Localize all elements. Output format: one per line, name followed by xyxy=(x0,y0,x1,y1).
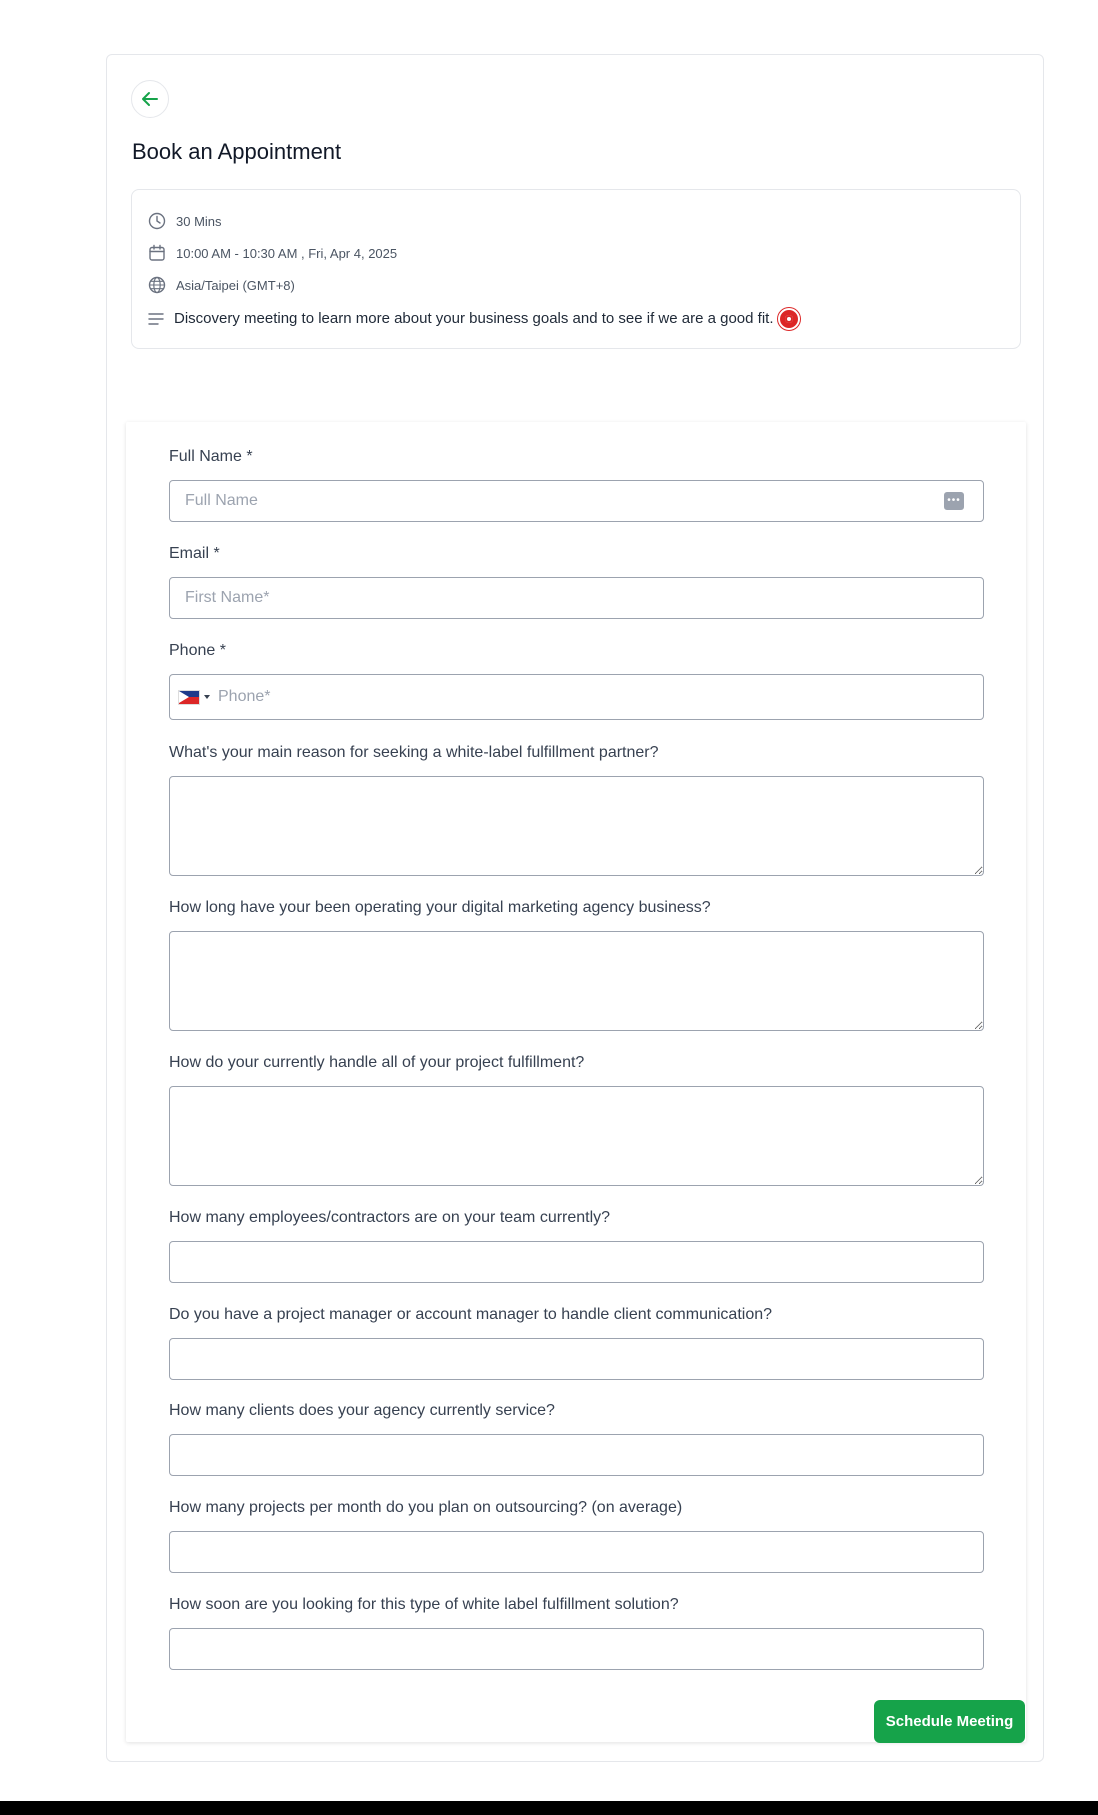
question-8-label: How soon are you looking for this type of white label fulfillment solution? xyxy=(169,1596,679,1613)
full-name-label: Full Name * xyxy=(169,448,253,465)
question-6-label: How many clients does your agency currently service? xyxy=(169,1402,555,1419)
booking-form xyxy=(126,422,1026,1742)
question-3-label: How do your currently handle all of your project fulfillment? xyxy=(169,1054,585,1071)
question-5-label: Do you have a project manager or account manager to handle client communication? xyxy=(169,1306,773,1323)
country-dropdown-icon[interactable] xyxy=(204,695,210,699)
question-3-textarea[interactable] xyxy=(169,1086,984,1186)
appointment-details xyxy=(131,189,1021,349)
timezone-text: Asia/Taipei (GMT+8) xyxy=(176,277,295,293)
timezone-row xyxy=(148,276,295,294)
bottom-bar xyxy=(0,1801,1098,1815)
question-6-input[interactable] xyxy=(169,1434,984,1476)
schedule-meeting-button[interactable]: Schedule Meeting xyxy=(874,1700,1025,1743)
page-title: Book an Appointment xyxy=(132,139,342,164)
ph-flag-icon[interactable] xyxy=(178,690,200,705)
question-3-field xyxy=(169,1054,984,1186)
lines-icon xyxy=(148,312,164,326)
full-name-field xyxy=(169,448,984,522)
question-1-label: What's your main reason for seeking a white-label fulfillment partner? xyxy=(169,744,659,761)
duration-row xyxy=(148,212,222,230)
datetime-row xyxy=(148,244,397,262)
question-8-field xyxy=(169,1596,984,1670)
description-text: Discovery meeting to learn more about your business goals and to see if we are a good fit. xyxy=(174,308,800,330)
question-8-input[interactable] xyxy=(169,1628,984,1670)
phone-label: Phone * xyxy=(169,642,226,659)
phone-input[interactable] xyxy=(216,687,983,707)
email-input[interactable] xyxy=(169,577,984,619)
question-2-textarea[interactable] xyxy=(169,931,984,1031)
phone-input-wrapper xyxy=(169,674,984,720)
full-name-wrapper xyxy=(169,480,984,522)
clock-icon xyxy=(148,212,166,230)
email-field xyxy=(169,545,984,619)
back-button[interactable] xyxy=(131,80,169,118)
question-5-input[interactable] xyxy=(169,1338,984,1380)
calendar-icon xyxy=(148,244,166,262)
datetime-text: 10:00 AM - 10:30 AM , Fri, Apr 4, 2025 xyxy=(176,245,398,261)
question-2-label: How long have your been operating your digital marketing agency business? xyxy=(169,899,711,916)
email-label: Email * xyxy=(169,545,220,562)
question-1-textarea[interactable] xyxy=(169,776,984,876)
question-2-field xyxy=(169,899,984,1031)
autofill-icon[interactable]: ••• xyxy=(944,492,964,510)
description-row xyxy=(148,308,800,330)
duration-text: 30 Mins xyxy=(176,213,222,229)
phone-field xyxy=(169,642,984,720)
question-4-input[interactable] xyxy=(169,1241,984,1283)
question-5-field xyxy=(169,1306,984,1380)
question-7-field xyxy=(169,1499,984,1573)
question-7-label: How many projects per month do you plan on outsourcing? (on average) xyxy=(169,1499,683,1516)
arrow-left-icon xyxy=(140,89,160,109)
question-4-field xyxy=(169,1209,984,1283)
globe-icon xyxy=(148,276,166,294)
question-6-field xyxy=(169,1402,984,1476)
question-7-input[interactable] xyxy=(169,1531,984,1573)
full-name-input[interactable] xyxy=(169,480,984,522)
question-1-field xyxy=(169,744,984,876)
target-emoji xyxy=(778,308,800,330)
question-4-label: How many employees/contractors are on your team currently? xyxy=(169,1209,611,1226)
